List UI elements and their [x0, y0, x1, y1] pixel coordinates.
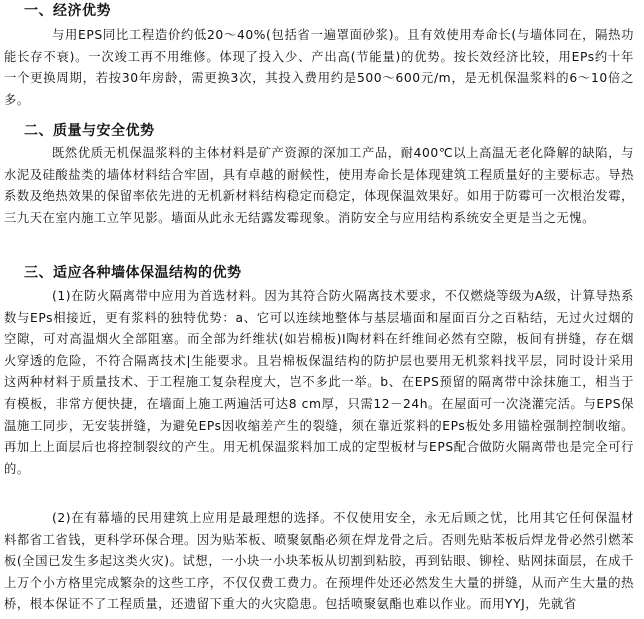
- section-heading-economic: 一、经济优势: [24, 3, 111, 19]
- section-heading-wall-structures: 三、适应各种墙体保温结构的优势: [24, 265, 242, 281]
- paragraph-fire-barrier: (1)在防火隔离带中应用为首选材料。因为其符合防火隔离技术要求，不仅燃烧等级为A级，计算导热系数与EPs相接近，更有浆料的独特优势：a、它可以连续地整体与基层墙面和屋面百分之百粘结，无过火过烟的空隙，可对高温烟火全部阻塞。而全部为纤维状(如岩棉板)I陶材料在纤维间必然有空隙，板间有拼缝，存在烟火穿透的危险，不符合隔离技术|生能要求。且岩棉板保温结构的防护层也要用无机浆料找平层，同时设计采用这两种材料于质量技术、于工程施工复杂程度大，岂不多此一举。b、在EPS预留的隔离带中涂抹施工，相当于有模板，非常方便快捷，在墙面上施工两遍活可达8 cm厚，只需12－24h。在屋面可一次浇灌完活。与EPS保温施工同步，无安装拼缝，为避免EPs因收缩差产生的裂缝，须在靠近浆料的EPs板处多用锚栓强制控制收缩。再加上上面层后也将控制裂纹的产生。用无机保温浆料加工成的定型板材与EPS配合做防火隔离带也是完全可行的。: [4, 289, 634, 476]
- section-heading-quality-safety: 二、质量与安全优势: [24, 123, 155, 139]
- paragraph-economic: 与用EPS同比工程造价约低20～40%(包括省一遍罩面砂浆)。且有效使用寿命长(与墙体同在，隔热功能长存不衰)。一次竣工再不用维修。体现了投入少、产出高(节能量)的优势。按长效经济比较，用EPs约十年一个更换周期，若按30年房龄，需更换3次，其投入费用约是500～600元/m，是无机保温浆料的6～10倍之多。: [4, 28, 634, 107]
- paragraph-curtain-wall: (2)在有幕墙的民用建筑上应用是最理想的选择。不仅使用安全，永无后顾之忧，比用其它任何保温材料都省工省钱，更科学环保合理。因为贴苯板、喷聚氨酯必须在焊龙骨之后。否则先贴苯板后焊龙骨必然引燃苯板(全国已发生多起这类火灾)。试想，一小块一小块苯板从切割到粘胶，再到钻眼、铆栓、贴网抹面层，在成千上万个小方格里完成繁杂的这些工序，不仅仅费工费力。在预埋件处还必然发生大量的拼缝，从而产生大量的热桥，根本保证不了工程质量，还遗留下重大的火灾隐患。包括喷聚氨酯也难以作业。而用YYJ，先就省: [4, 511, 634, 612]
- paragraph-quality-safety: 既然优质无机保温浆料的主体材料是矿产资源的深加工产品，耐400℃以上高温无老化降解的缺陷，与水泥及硅酸盐类的墙体材料结合牢固，具有卓越的耐候性，使用寿命长是体现建筑工程质量好的主要标志。导热系数及绝热效果的保留率依先进的无机新材料结构稳定而稳定，体现保温效果好。如用于防霉可一次根治发霉，三九天在室内施工立竿见影。墙面从此永无结露发霉现象。消防安全与应用结构系统安全更是当之无愧。: [4, 146, 634, 225]
